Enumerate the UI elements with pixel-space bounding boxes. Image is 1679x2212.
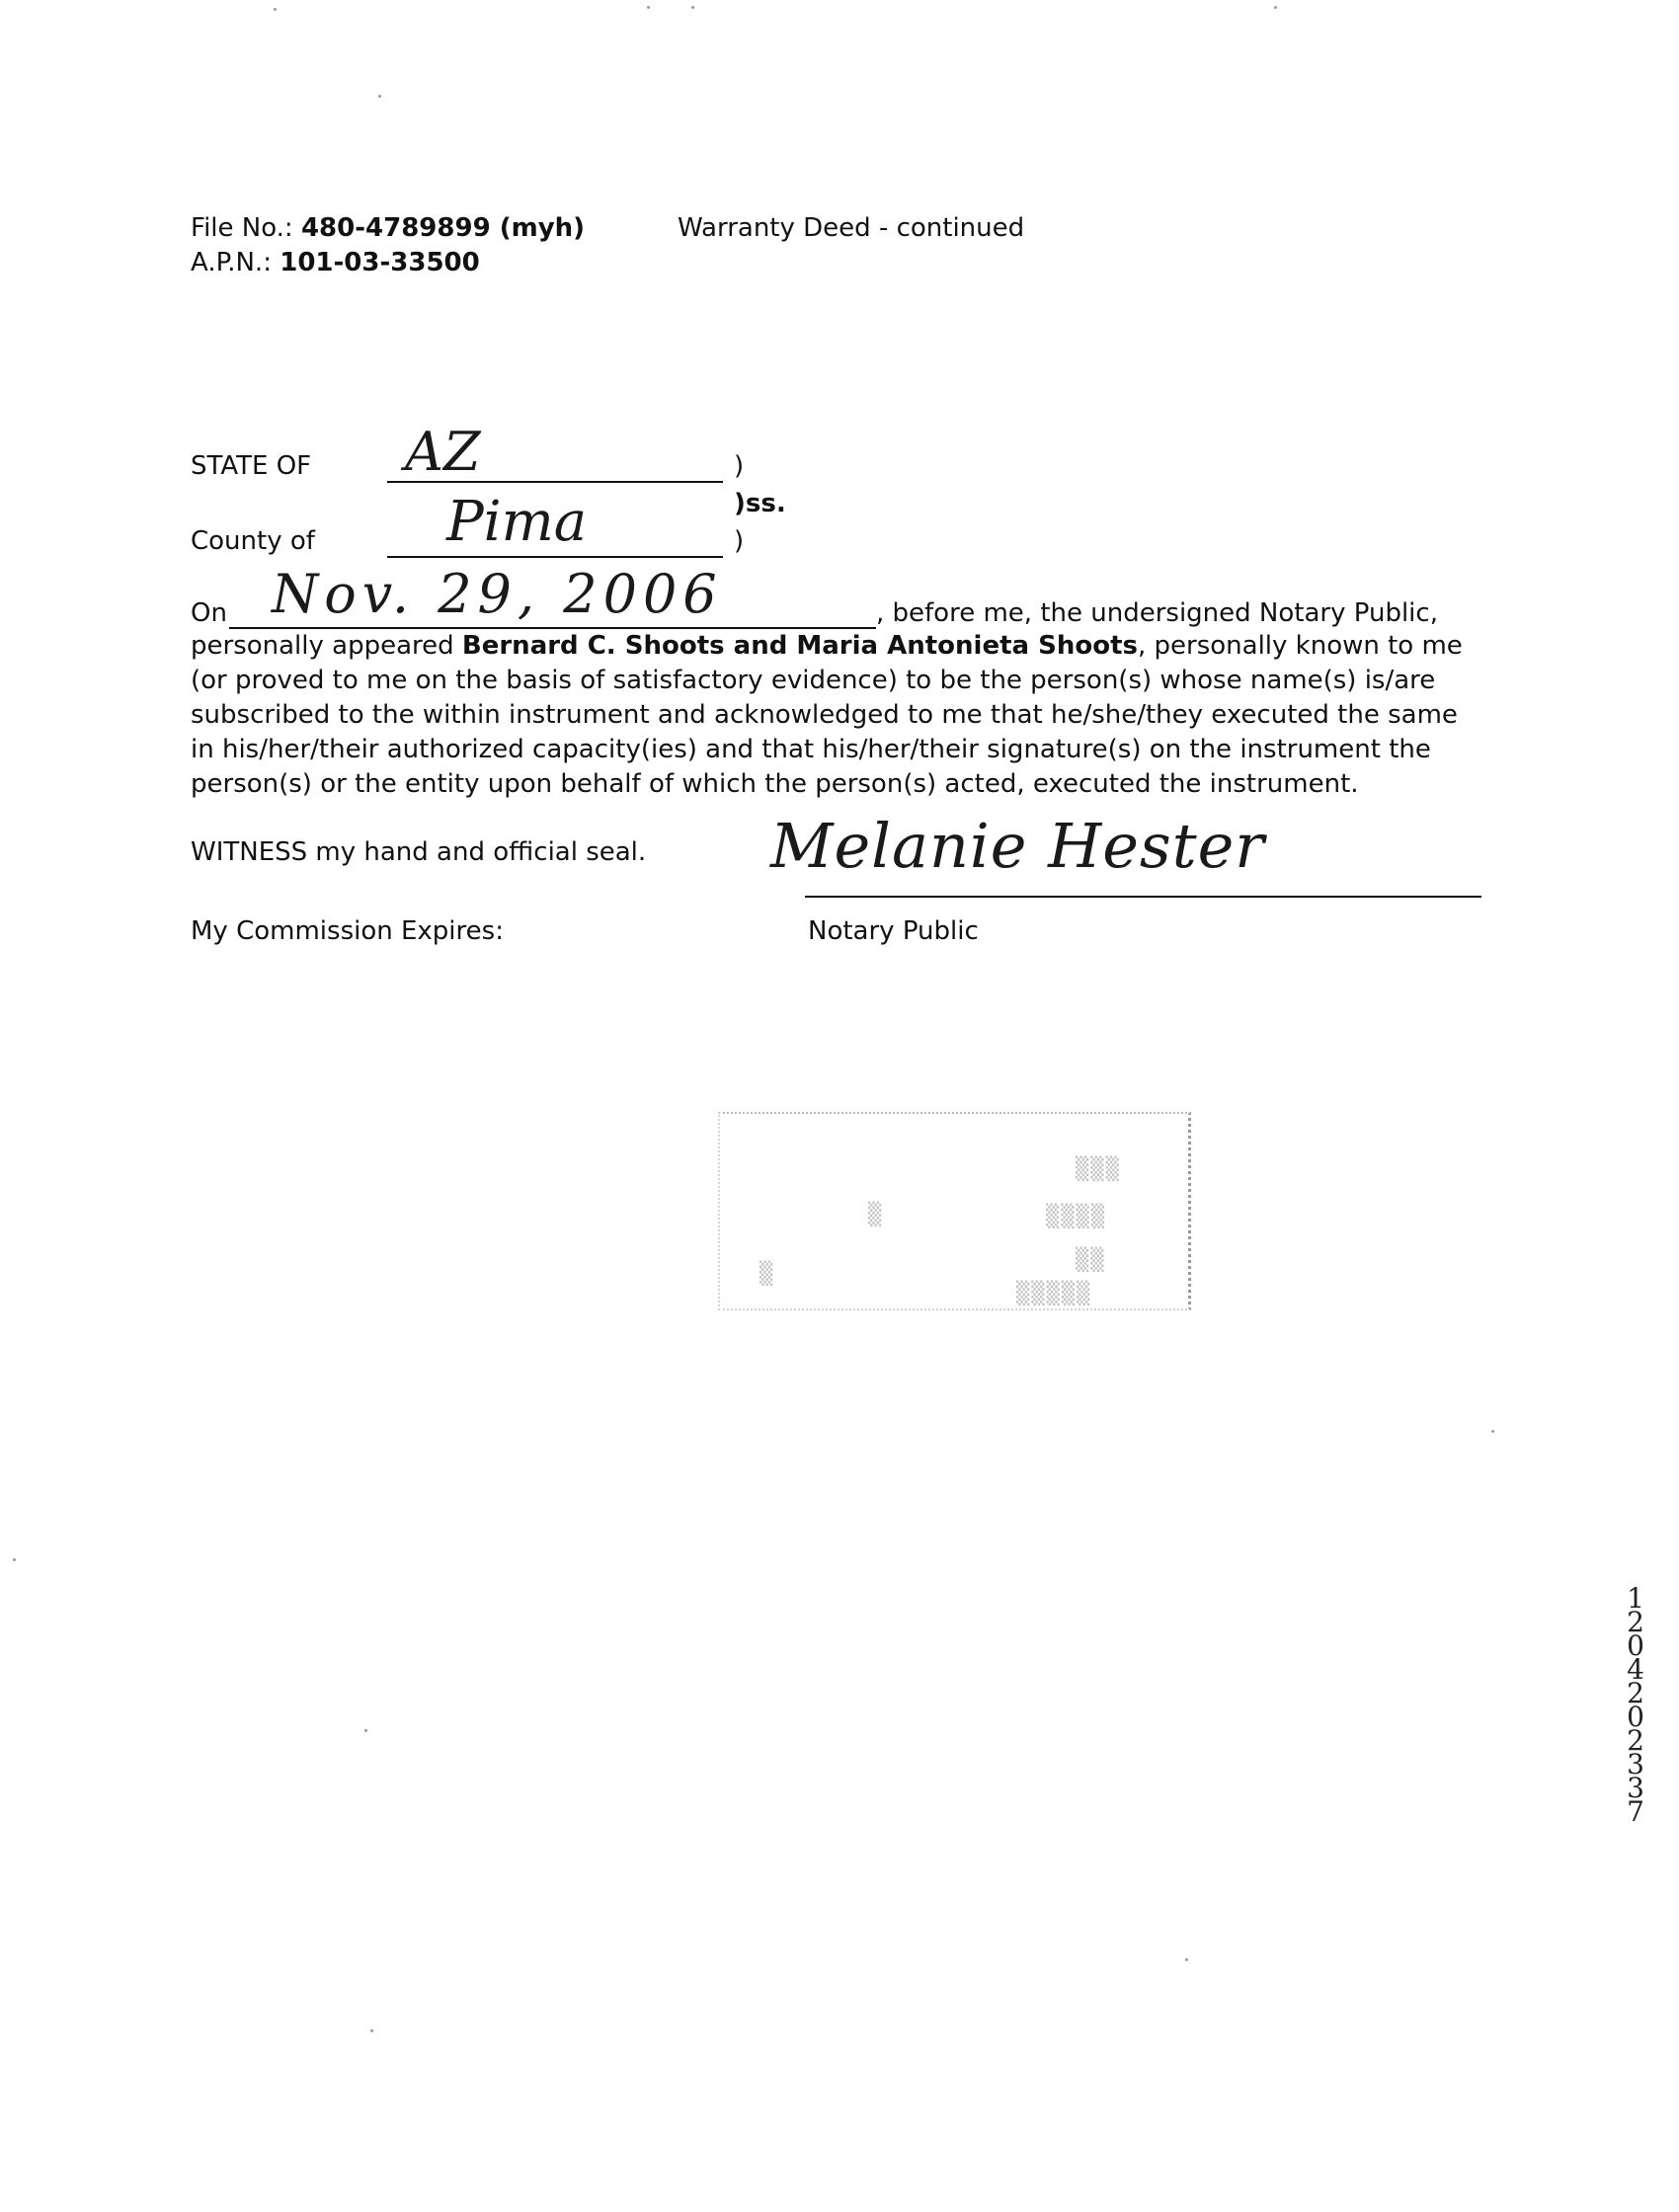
scan-speck xyxy=(691,6,694,9)
on-label: On xyxy=(191,598,227,628)
notary-public-label: Notary Public xyxy=(808,916,979,946)
scan-speck xyxy=(274,8,277,11)
file-number-line xyxy=(191,211,585,245)
scan-speck xyxy=(1274,6,1277,9)
county-label: County of xyxy=(191,526,315,556)
appeared-text: personally appeared xyxy=(191,631,454,661)
county-handwritten: Pima xyxy=(446,490,588,554)
scan-speck xyxy=(370,2029,373,2032)
state-label: STATE OF xyxy=(191,451,312,481)
acknowledgment-paragraph xyxy=(191,629,1484,802)
scan-speck xyxy=(1185,1958,1188,1961)
file-number-value: 480-4789899 (myh) xyxy=(300,213,586,243)
scan-speck xyxy=(378,95,381,98)
scan-speck xyxy=(364,1729,367,1732)
file-number-label: File No.: xyxy=(191,213,293,243)
before-me-text: , before me, the undersigned Notary Public, xyxy=(876,598,1438,628)
county-underline xyxy=(387,556,723,558)
apn-label: A.P.N.: xyxy=(191,248,272,277)
acknowledgment-body: , personally known to me (or proved to me on the basis of satisfactory evidence) to be the person(s) whose name(s) is/are subscribed to the within instrument and acknowledged to me that he/she/they executed the same in his/her/their authorized capacity(ies) and that his/her/their signature(s) on the instrument the person(s) or the entity upon behalf of which the person(s) acted, executed the instrument. xyxy=(191,631,1463,799)
state-paren: ) xyxy=(734,451,745,481)
commission-expires-label: My Commission Expires: xyxy=(191,916,504,946)
faded-notary-stamp: ▒▒▒ ▒▒▒▒ ▒▒ ▒▒▒▒▒ ▒ ▒ xyxy=(718,1112,1191,1310)
apn-line xyxy=(191,246,480,279)
county-paren: ) xyxy=(734,526,745,556)
signature-line xyxy=(805,896,1481,898)
scan-speck xyxy=(13,1558,16,1561)
date-handwritten: Nov. 29, 2006 xyxy=(272,563,723,625)
apn-value: 101-03-33500 xyxy=(280,248,480,277)
scan-speck xyxy=(1491,1430,1494,1433)
state-handwritten: AZ xyxy=(405,421,481,483)
ss-mark: )ss. xyxy=(734,489,786,518)
scan-speck xyxy=(647,6,650,9)
notary-signature: Melanie Hester xyxy=(770,810,1265,882)
document-title: Warranty Deed - continued xyxy=(678,213,1025,243)
recording-number: 12042 02337 xyxy=(1627,1582,1644,1828)
signer-names: Bernard C. Shoots and Maria Antonieta Shoots xyxy=(461,631,1138,661)
witness-text: WITNESS my hand and official seal. xyxy=(191,837,647,867)
